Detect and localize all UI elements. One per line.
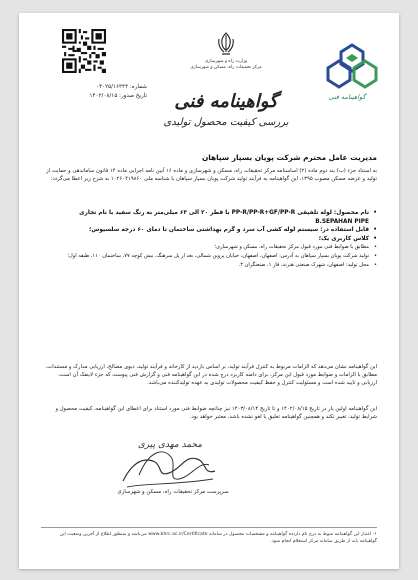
spec-item: • کلاس کاربری یک؛	[41, 235, 377, 244]
assessment-paragraph: این گواهینامه نشان می‌دهد که الزامات مربوط به کنترل فرآیند تولید، بر اساس بازدید از کارخانه و فرآیند تولید، دیوی مصالح، ارزیابی مدارک و مستندات، مطابق با الزامات و ضوابط مورد قبول این مرکز، برای دامنه کاربرد درج شده در این گواهینامه فنی و گزارش فنی پیوست که جزء لاینفک آن است، ارزیابی و تایید شده است و مسئولیت کنترل و حفظ کیفیت محصولات تولیدی به عهده تولیدکننده می‌باشد.	[45, 364, 377, 387]
spec-item: • نام محصول: لوله تلفیقی PP-R/PP-R+GF/PP-R با قطر ۲۰ الی ۶۳ میلی‌متر به رنگ سفید با نام تجاری B.SEPAHAN PIPE	[41, 209, 377, 226]
validity-paragraph: این گواهینامه اولین بار در تاریخ ۱۴۰۲/۰۸/۱۵ و تا تاریخ ۱۴۰۳/۰۸/۱۴ نیز چنانچه ضوابط فنی مورد استناد برای اعطای این گواهینامه، کیفیت محصول و شرایط تولید، تغییر نکند و همچنین گواهینامه تعلیق یا لغو نشده باشد، معتبر خواهد بود.	[55, 406, 377, 421]
spec-item: • تولید شرکت پویان بسپار سپاهان به آدرس: اصفهان، اصفهان، خیابان پروین شمالی، بعد از پل سرهنگ، نبش کوچه ۷۷، ساختمان ۱۱۰، طبقه اول؛	[41, 252, 377, 261]
specification-list	[41, 209, 377, 269]
intro-paragraph: به استناد جزء (ب) بند دوم ماده (۲) اساسنامه مرکز تحقیقات راه، مسکن و شهرسازی و ماده ۱۶ آیین نامه اجرایی ماده ۱۴ قانون ساماندهی و حمایت از تولید و عرضه مسکن مصوب ۱۳۹۵، این گواهینامه به فرآیند تولید شرکت پویان بسپار سپاهان با شناسه ملی ۱۰۲۶۰۴۱۹۸۶۰ به شرح زیر اعطا می‌گردد:	[46, 168, 377, 183]
ministry-name: وزارت راه و شهرسازی	[204, 59, 248, 64]
certificate-number: شماره: ۰۴۰۲۵/۱۶۳۴۴	[96, 84, 147, 90]
research-center-name: مرکز تحقیقات راه، مسکن و شهرسازی	[190, 65, 262, 70]
spec-item: • محل تولید: اصفهان، شهرک صنعتی هنرند، فاز ۱، صنعتگران ۴.	[41, 261, 377, 270]
certificate-page	[19, 13, 399, 569]
national-emblem-icon	[215, 31, 237, 57]
footer-note: ۱- اعتبار این گواهینامه منوط به درج نام دارنده گواهینامه و مشخصات محصول در سامانه www.bhrc.ac.ir/Certificate می‌باشد و بمنظور اطلاع از آخرین وضعیت این گواهینامه باید از طریق سامانه مرکز استعلام انجام شود.	[59, 532, 377, 545]
page-subtitle: بررسی کیفیت محصول تولیدی	[163, 117, 289, 128]
page-title: گواهینامه فنی	[174, 91, 278, 112]
technical-certificate-logo-icon	[325, 43, 379, 89]
issue-date: تاریخ صدور: ۱۴۰۲/۰۸/۱۵	[89, 93, 147, 99]
signature-stamp	[105, 431, 235, 495]
signatory-name: محمد مهدی پیری	[137, 440, 203, 450]
signatory-title: سرپرست مرکز تحقیقات راه، مسکن و شهرسازی	[117, 489, 229, 495]
qr-code-icon	[62, 29, 106, 73]
addressee: مدیریت عامل محترم شرکت پویان بسپار سپاهان	[201, 153, 377, 162]
spec-item: • قابل استفاده در: سیستم لوله کشی آب سرد و گرم بهداشتی ساختمان تا دمای ۶۰ درجه سلسیوس؛	[41, 226, 377, 235]
spec-item: • مطابق با ضوابط فنی مورد قبول مرکز تحقیقات راه، مسکن و شهرسازی؛	[41, 243, 377, 252]
footer-divider	[41, 527, 377, 528]
logo-caption: گواهینامه فنی	[328, 93, 366, 101]
certificate-meta	[57, 83, 147, 101]
